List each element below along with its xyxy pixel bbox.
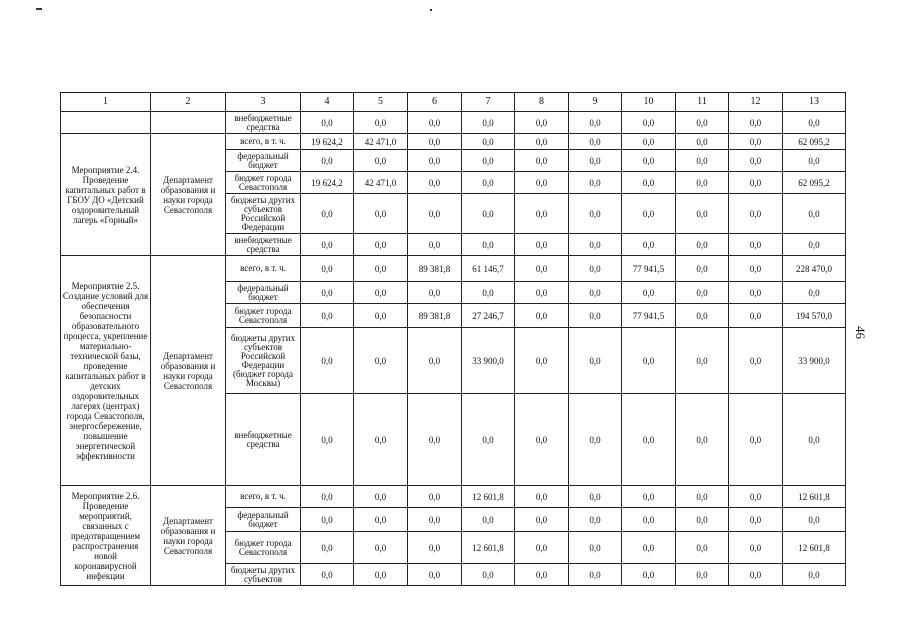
value-cell: 0,0 (515, 194, 569, 234)
value-cell: 0,0 (515, 256, 569, 282)
value-cell: 0,0 (783, 282, 846, 304)
value-cell: 0,0 (676, 256, 729, 282)
funding-category: бюджеты других субъектов Российской Федерации (бюджет города Москвы) (226, 328, 301, 394)
value-cell: 0,0 (729, 256, 783, 282)
value-cell: 0,0 (569, 564, 622, 586)
value-cell: 0,0 (515, 282, 569, 304)
value-cell: 19 624,2 (301, 172, 354, 194)
funding-category: бюджеты других субъектов (226, 564, 301, 586)
value-cell: 0,0 (301, 282, 354, 304)
value-cell: 0,0 (676, 486, 729, 508)
funding-category: федеральный бюджет (226, 282, 301, 304)
value-cell: 0,0 (676, 508, 729, 532)
value-cell: 0,0 (354, 150, 408, 172)
value-cell: 0,0 (729, 564, 783, 586)
value-cell: 0,0 (569, 328, 622, 394)
column-header: 3 (226, 93, 301, 112)
value-cell: 0,0 (569, 282, 622, 304)
value-cell: 0,0 (783, 234, 846, 256)
value-cell: 0,0 (462, 194, 515, 234)
event-cell: Мероприятие 2.4. Проведение капитальных работ в ГБОУ ДО «Детский оздоровительный лагерь «Горный» (61, 134, 151, 256)
value-cell: 42 471,0 (354, 134, 408, 150)
value-cell: 0,0 (729, 328, 783, 394)
value-cell: 0,0 (462, 564, 515, 586)
value-cell: 0,0 (515, 486, 569, 508)
column-header: 1 (61, 93, 151, 112)
funding-category: бюджеты других субъектов Российской Федерации (226, 194, 301, 234)
value-cell: 0,0 (676, 328, 729, 394)
value-cell: 0,0 (301, 394, 354, 486)
value-cell: 0,0 (729, 112, 783, 134)
scan-mark (430, 9, 432, 11)
funding-category: внебюджетные средства (226, 394, 301, 486)
value-cell: 0,0 (408, 486, 462, 508)
table-body (61, 112, 846, 586)
value-cell: 0,0 (622, 112, 676, 134)
budget-table (60, 92, 846, 586)
value-cell: 0,0 (515, 328, 569, 394)
column-header: 13 (783, 93, 846, 112)
value-cell: 0,0 (729, 234, 783, 256)
department-cell: Департамент образования и науки города Севастополя (151, 256, 226, 486)
value-cell: 61 146,7 (462, 256, 515, 282)
value-cell: 0,0 (408, 194, 462, 234)
value-cell: 0,0 (676, 394, 729, 486)
value-cell: 228 470,0 (783, 256, 846, 282)
column-header: 10 (622, 93, 676, 112)
column-header: 2 (151, 93, 226, 112)
value-cell: 0,0 (783, 564, 846, 586)
value-cell: 0,0 (515, 172, 569, 194)
value-cell: 0,0 (408, 394, 462, 486)
value-cell: 0,0 (515, 532, 569, 564)
table-row (61, 486, 846, 508)
value-cell: 0,0 (569, 150, 622, 172)
value-cell: 0,0 (301, 486, 354, 508)
value-cell: 12 601,8 (462, 532, 515, 564)
value-cell: 0,0 (515, 112, 569, 134)
scan-mark (36, 8, 42, 10)
value-cell: 0,0 (301, 508, 354, 532)
value-cell: 0,0 (408, 234, 462, 256)
value-cell: 0,0 (515, 508, 569, 532)
value-cell: 0,0 (729, 134, 783, 150)
value-cell: 0,0 (569, 256, 622, 282)
value-cell: 0,0 (408, 564, 462, 586)
funding-category: бюджет города Севастополя (226, 304, 301, 328)
funding-category: федеральный бюджет (226, 508, 301, 532)
value-cell: 0,0 (515, 134, 569, 150)
department-cell: Департамент образования и науки города Севастополя (151, 134, 226, 256)
funding-category: федеральный бюджет (226, 150, 301, 172)
value-cell: 0,0 (301, 194, 354, 234)
value-cell: 0,0 (408, 508, 462, 532)
value-cell: 0,0 (783, 194, 846, 234)
value-cell: 0,0 (354, 508, 408, 532)
value-cell: 0,0 (462, 508, 515, 532)
value-cell: 0,0 (676, 112, 729, 134)
value-cell: 62 095,2 (783, 134, 846, 150)
table-row (61, 256, 846, 282)
value-cell: 0,0 (515, 150, 569, 172)
column-header: 7 (462, 93, 515, 112)
value-cell: 0,0 (569, 134, 622, 150)
value-cell: 194 570,0 (783, 304, 846, 328)
department-cell: Департамент образования и науки города Севастополя (151, 486, 226, 586)
value-cell: 0,0 (515, 564, 569, 586)
value-cell: 0,0 (301, 304, 354, 328)
value-cell: 0,0 (569, 112, 622, 134)
value-cell: 0,0 (462, 150, 515, 172)
value-cell: 0,0 (515, 394, 569, 486)
value-cell: 0,0 (354, 564, 408, 586)
value-cell: 12 601,8 (783, 486, 846, 508)
value-cell: 0,0 (676, 150, 729, 172)
funding-category: бюджет города Севастополя (226, 172, 301, 194)
value-cell: 0,0 (354, 304, 408, 328)
value-cell: 0,0 (676, 194, 729, 234)
value-cell: 0,0 (569, 234, 622, 256)
value-cell: 0,0 (676, 172, 729, 194)
funding-category: внебюджетные средства (226, 112, 301, 134)
value-cell: 0,0 (515, 304, 569, 328)
header-row (61, 93, 846, 112)
value-cell: 0,0 (569, 394, 622, 486)
funding-category: всего, в т. ч. (226, 256, 301, 282)
value-cell: 0,0 (408, 150, 462, 172)
value-cell: 0,0 (622, 564, 676, 586)
value-cell: 0,0 (729, 194, 783, 234)
value-cell: 0,0 (622, 134, 676, 150)
value-cell: 0,0 (515, 234, 569, 256)
value-cell: 0,0 (462, 394, 515, 486)
funding-category: всего, в т. ч. (226, 486, 301, 508)
value-cell: 0,0 (729, 282, 783, 304)
department-cell-empty (151, 112, 226, 134)
value-cell: 0,0 (783, 150, 846, 172)
value-cell: 0,0 (408, 134, 462, 150)
value-cell: 0,0 (569, 194, 622, 234)
value-cell: 0,0 (408, 532, 462, 564)
value-cell: 0,0 (676, 134, 729, 150)
value-cell: 0,0 (301, 256, 354, 282)
column-header: 9 (569, 93, 622, 112)
value-cell: 0,0 (354, 112, 408, 134)
value-cell: 0,0 (354, 256, 408, 282)
value-cell: 0,0 (622, 394, 676, 486)
value-cell: 0,0 (569, 532, 622, 564)
value-cell: 0,0 (569, 508, 622, 532)
value-cell: 0,0 (729, 508, 783, 532)
value-cell: 42 471,0 (354, 172, 408, 194)
value-cell: 0,0 (676, 532, 729, 564)
value-cell: 0,0 (622, 532, 676, 564)
value-cell: 0,0 (354, 194, 408, 234)
value-cell: 0,0 (408, 112, 462, 134)
value-cell: 0,0 (301, 112, 354, 134)
value-cell: 0,0 (622, 486, 676, 508)
value-cell: 89 381,8 (408, 256, 462, 282)
column-header: 12 (729, 93, 783, 112)
value-cell: 0,0 (462, 112, 515, 134)
column-header: 8 (515, 93, 569, 112)
value-cell: 89 381,8 (408, 304, 462, 328)
event-cell: Мероприятие 2.5. Создание условий для обеспечения безопасности образовательного процесса, укрепление материально-технической базы, проведение капитальных работ в детских оздоровительных лагерях (центрах) города Севастополя, энергосбережение, повышение энергетической эффективности (61, 256, 151, 486)
value-cell: 0,0 (408, 282, 462, 304)
table-row (61, 134, 846, 150)
value-cell: 0,0 (783, 112, 846, 134)
value-cell: 33 900,0 (462, 328, 515, 394)
value-cell: 33 900,0 (783, 328, 846, 394)
value-cell: 0,0 (569, 486, 622, 508)
column-header: 5 (354, 93, 408, 112)
event-cell-empty (61, 112, 151, 134)
value-cell: 0,0 (783, 508, 846, 532)
value-cell: 12 601,8 (783, 532, 846, 564)
value-cell: 77 941,5 (622, 256, 676, 282)
value-cell: 0,0 (354, 394, 408, 486)
value-cell: 0,0 (569, 172, 622, 194)
value-cell: 19 624,2 (301, 134, 354, 150)
value-cell: 0,0 (301, 328, 354, 394)
value-cell: 0,0 (569, 304, 622, 328)
value-cell: 0,0 (462, 234, 515, 256)
value-cell: 0,0 (301, 564, 354, 586)
value-cell: 0,0 (622, 172, 676, 194)
value-cell: 0,0 (676, 282, 729, 304)
value-cell: 0,0 (301, 532, 354, 564)
value-cell: 0,0 (622, 508, 676, 532)
value-cell: 0,0 (676, 564, 729, 586)
value-cell: 0,0 (676, 304, 729, 328)
column-header: 4 (301, 93, 354, 112)
event-cell: Мероприятие 2.6. Проведение мероприятий, связанных с предотвращением распространения новой коронавирусной инфекции (61, 486, 151, 586)
value-cell: 0,0 (354, 328, 408, 394)
value-cell: 0,0 (301, 150, 354, 172)
value-cell: 0,0 (729, 304, 783, 328)
table-row (61, 112, 846, 134)
value-cell: 12 601,8 (462, 486, 515, 508)
value-cell: 0,0 (354, 486, 408, 508)
value-cell: 0,0 (729, 532, 783, 564)
value-cell: 0,0 (622, 150, 676, 172)
value-cell: 0,0 (729, 172, 783, 194)
value-cell: 0,0 (622, 234, 676, 256)
column-header: 6 (408, 93, 462, 112)
value-cell: 0,0 (676, 234, 729, 256)
value-cell: 0,0 (301, 234, 354, 256)
value-cell: 0,0 (622, 194, 676, 234)
page-number: 46 (853, 326, 868, 339)
funding-category: внебюджетные средства (226, 234, 301, 256)
value-cell: 27 246,7 (462, 304, 515, 328)
value-cell: 0,0 (462, 172, 515, 194)
value-cell: 0,0 (622, 282, 676, 304)
value-cell: 0,0 (729, 150, 783, 172)
value-cell: 0,0 (729, 486, 783, 508)
value-cell: 62 095,2 (783, 172, 846, 194)
value-cell: 0,0 (783, 394, 846, 486)
funding-category: всего, в т. ч. (226, 134, 301, 150)
value-cell: 77 941,5 (622, 304, 676, 328)
value-cell: 0,0 (354, 234, 408, 256)
value-cell: 0,0 (354, 532, 408, 564)
funding-category: бюджет города Севастополя (226, 532, 301, 564)
value-cell: 0,0 (462, 134, 515, 150)
value-cell: 0,0 (729, 394, 783, 486)
value-cell: 0,0 (462, 282, 515, 304)
value-cell: 0,0 (622, 328, 676, 394)
column-header: 11 (676, 93, 729, 112)
value-cell: 0,0 (408, 328, 462, 394)
value-cell: 0,0 (354, 282, 408, 304)
value-cell: 0,0 (408, 172, 462, 194)
